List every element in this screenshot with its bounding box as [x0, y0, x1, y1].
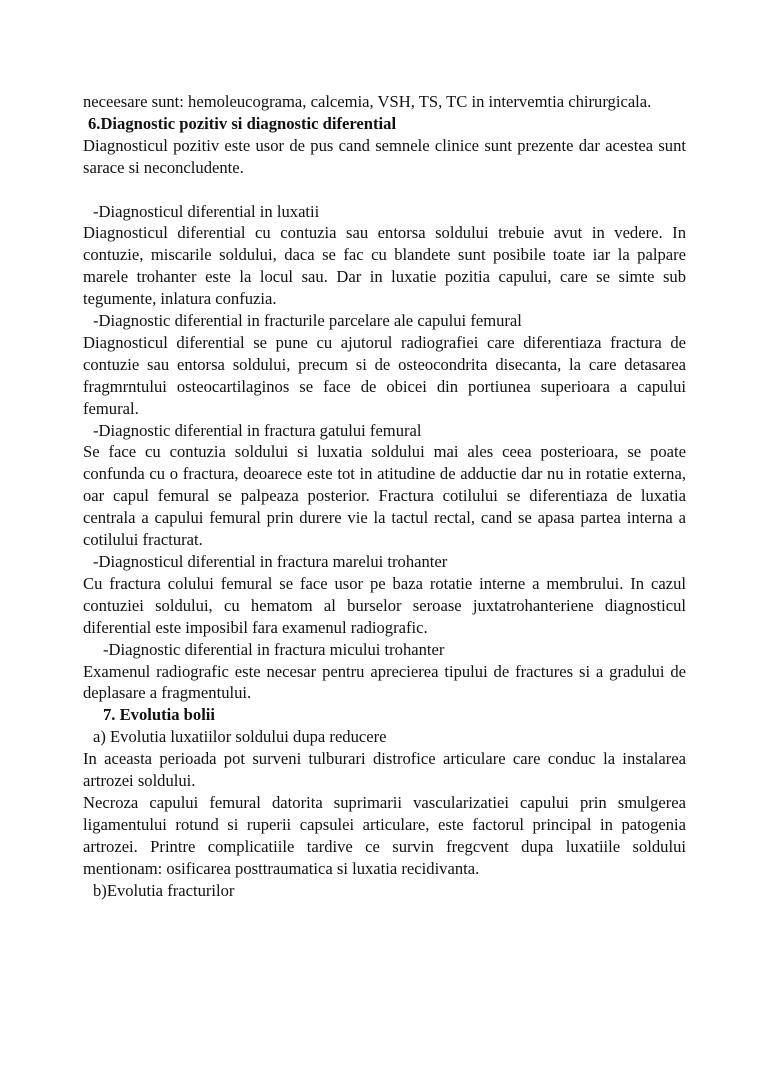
subheading-evolutia-fracturilor: b)Evolutia fracturilor: [93, 880, 235, 900]
section-6-heading: 6.Diagnostic pozitiv si diagnostic diferential: [88, 113, 397, 133]
paragraph-marele-trohanter: Cu fractura colului femural se face usor pe baza rotatie interne a membrului. In cazul contuziei soldului, cu hematom al burselor seroase juxtatrohanteriene diagnosticul diferential este imposibil fara examenul radiografic.: [83, 573, 686, 637]
subheading-marele-trohanter: -Diagnosticul diferential in fractura marelui trohanter: [93, 552, 448, 572]
paragraph-micul-trohanter: Examenul radiografic este necesar pentru aprecierea tipului de fractures si a gradului de deplasare a fragmentului.: [83, 661, 686, 703]
subheading-gat-femural: -Diagnostic diferential in fractura gatului femural: [93, 420, 422, 440]
paragraph-evolutia-luxatiilor-2: Necroza capului femural datorita suprimarii vascularizatiei capului prin smulgerea ligamentului rotund si ruperii capsulei articulare, este factorul principal in patogenia artrozei. Printre complicatiile tardive ce survin fregcvent dupa luxatiile soldului mentionam: osificarea posttraumatica si luxatia recidivanta.: [83, 792, 686, 878]
paragraph-parcelare: Diagnosticul diferential se pune cu ajutorul radiografiei care diferentiaza fractura de contuzie sau entorsa soldului, precum si de osteocondrita disecanta, la care detasarea fragmrntului osteocartilaginos se face de obicei din portiunea superioara a capului femural.: [83, 332, 686, 418]
paragraph-gat-femural: Se face cu contuzia soldului si luxatia soldului mai ales ceea posterioara, se poate confunda cu o fractura, deoarece este tot in atitudine de adductie dar nu in rotatie externa, oar capul femural se palpeaza posterior. Fractura cotilului se diferentiaza de luxatia centrala a capului femural prin durere vie la tactul rectal, cand se apasa partea interna a cotilului fracturat.: [83, 442, 686, 550]
section-7-heading: 7. Evolutia bolii: [103, 705, 216, 725]
section-6-paragraph: Diagnosticul pozitiv este usor de pus cand semnele clinice sunt prezente dar acestea sunt sarace si neconcludente.: [83, 135, 686, 177]
subheading-evolutia-luxatiilor: a) Evolutia luxatiilor soldului dupa reducere: [93, 727, 387, 747]
paragraph-evolutia-luxatiilor-1: In aceasta perioada pot surveni tulburari distrofice articulare care conduc la instalarea artrozei soldului.: [83, 749, 686, 791]
document-page: [83, 91, 686, 902]
blank-line: [83, 179, 686, 201]
paragraph-luxatii: Diagnosticul diferential cu contuzia sau entorsa soldului trebuie avut in vedere. In contuzie, miscarile soldului, daca se fac cu blandete sunt posibile toate iar la palpare marele trohanter este la locul sau. Dar in luxatie pozitia capului, care se simte sub tegumente, inlatura confuzia.: [83, 223, 686, 309]
subheading-luxatii: -Diagnosticul diferential in luxatii: [93, 201, 320, 221]
subheading-micul-trohanter: -Diagnostic diferential in fractura micului trohanter: [103, 639, 445, 659]
subheading-parcelare: -Diagnostic diferential in fracturile parcelare ale capului femural: [93, 311, 522, 331]
intro-paragraph: neceesare sunt: hemoleucograma, calcemia, VSH, TS, TC in intervemtia chirurgicala.: [83, 92, 652, 111]
